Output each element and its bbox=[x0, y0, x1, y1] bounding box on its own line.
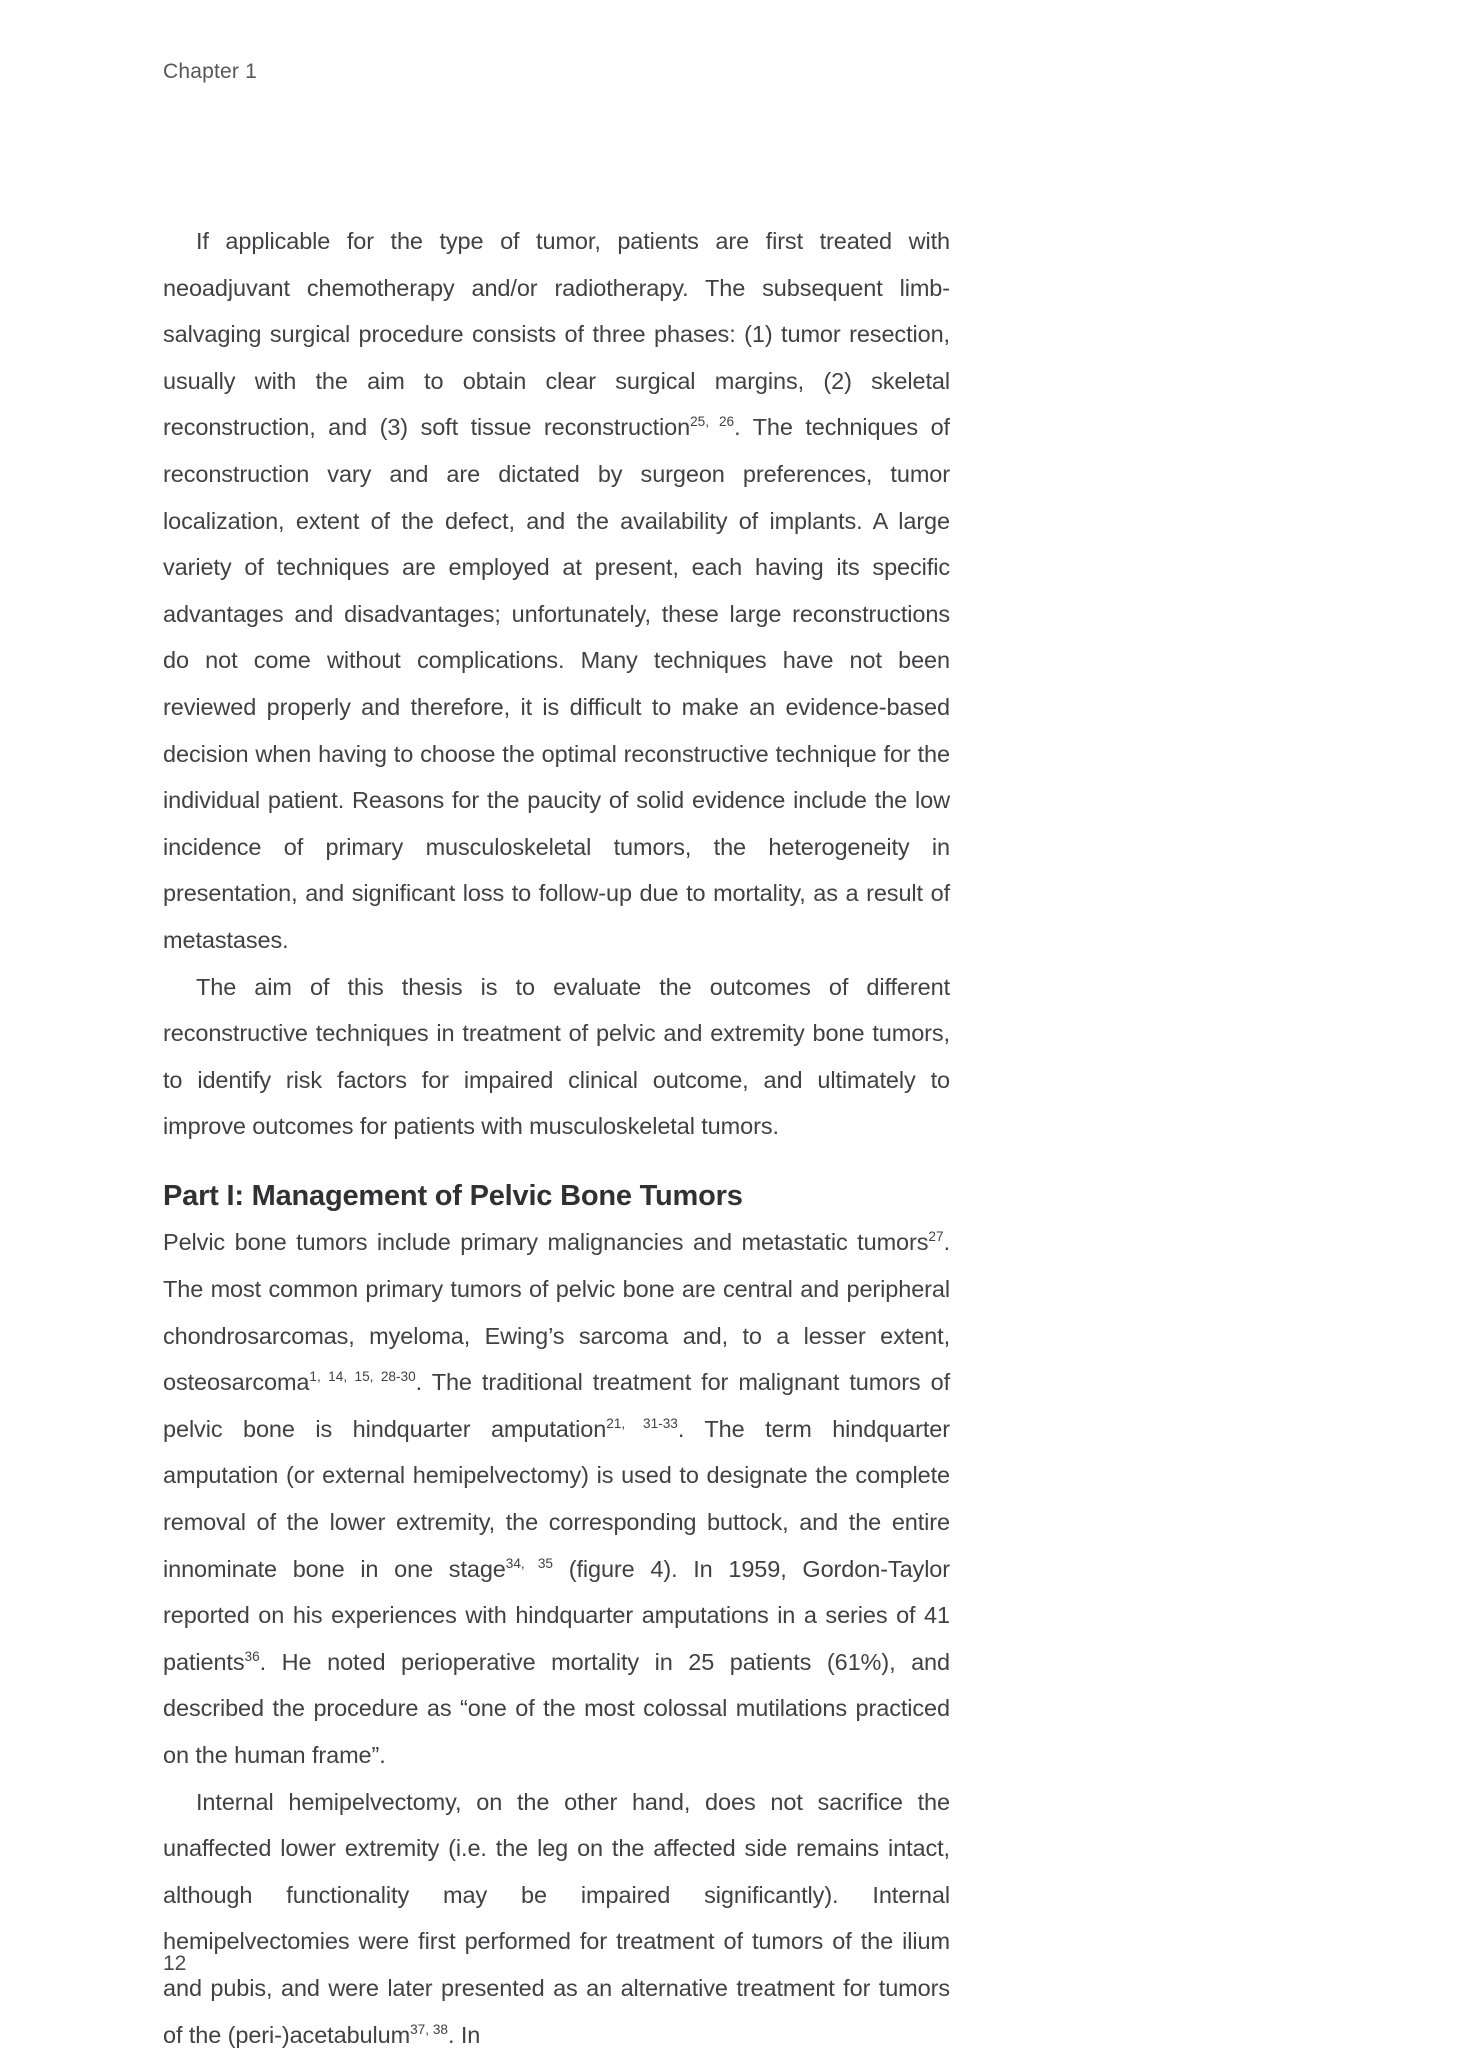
body-paragraph: If applicable for the type of tumor, patients are first treated with neoadjuvant chemotherapy and/or radiotherapy. The subsequent limb-salvaging surgical procedure consists of three phases: (1) tumor resection, usually with the aim to obtain clear surgical margins, (2) skeletal reconstruction, and (3) soft tissue reconstruction$^{25, 26}$. The techniques of reconstruction vary and are dictated by surgeon preferences, tumor localization, extent of the defect, and the availability of implants. A large variety of techniques are employed at present, each having its specific advantages and disadvantages; unfortunately, these large reconstructions do not come without complications. Many techniques have not been reviewed properly and therefore, it is difficult to make an evidence-based decision when having to choose the optimal reconstructive technique for the individual patient. Reasons for the paucity of solid evidence include the low incidence of primary musculoskeletal tumors, the heterogeneity in presentation, and significant loss to follow-up due to mortality, as a result of metastases. bbox=[163, 228, 950, 953]
reference-superscript: 37, 38 bbox=[410, 2021, 448, 2037]
reference-superscript: 34, 35 bbox=[505, 1555, 553, 1571]
reference-superscript: 27 bbox=[928, 1229, 944, 1245]
text-block bbox=[163, 218, 950, 2058]
section-heading: Part I: Management of Pelvic Bone Tumors bbox=[163, 1179, 743, 1212]
reference-superscript: 1, 14, 15, 28-30 bbox=[309, 1369, 416, 1385]
body-paragraph: The aim of this thesis is to evaluate the outcomes of different reconstructive techniques in treatment of pelvic and extremity bone tumors, to identify risk factors for impaired clinical outcome, and ultimately to improve outcomes for patients with musculoskeletal tumors. bbox=[163, 973, 950, 1140]
reference-superscript: 25, 26 bbox=[690, 414, 735, 430]
body-paragraph: Pelvic bone tumors include primary malignancies and metastatic tumors$^{27}$. The most common primary tumors of pelvic bone are central and peripheral chondrosarcomas, myeloma, Ewing’s sarcoma and, to a lesser extent, osteosarcoma$^{1, 14, 15, 28-30}$. The traditional treatment for malignant tumors of pelvic bone is hindquarter amputation$^{21, 31-33}$. The term hindquarter amputation (or external hemipelvectomy) is used to designate the complete removal of the lower extremity, the corresponding buttock, and the entire innominate bone in one stage$^{34, 35}$ (figure 4). In 1959, Gordon-Taylor reported on his experiences with hindquarter amputations in a series of 41 patients$^{36}$. He noted perioperative mortality in 25 patients (61%), and described the procedure as “one of the most colossal mutilations practiced on the human frame”. bbox=[163, 1229, 951, 1768]
body-paragraph: Internal hemipelvectomy, on the other hand, does not sacrifice the unaffected lower extremity (i.e. the leg on the affected side remains intact, although functionality may be impaired significantly). Internal hemipelvectomies were first performed for treatment of tumors of the ilium and pubis, and were later presented as an alternative treatment for tumors of the (peri-)acetabulum$^{37, 38}$. In bbox=[163, 1788, 950, 2048]
page-number: 12 bbox=[163, 1952, 187, 1975]
reference-superscript: 36 bbox=[244, 1648, 260, 1664]
reference-superscript: 21, 31-33 bbox=[606, 1416, 678, 1432]
chapter-header: Chapter 1 bbox=[163, 60, 258, 83]
